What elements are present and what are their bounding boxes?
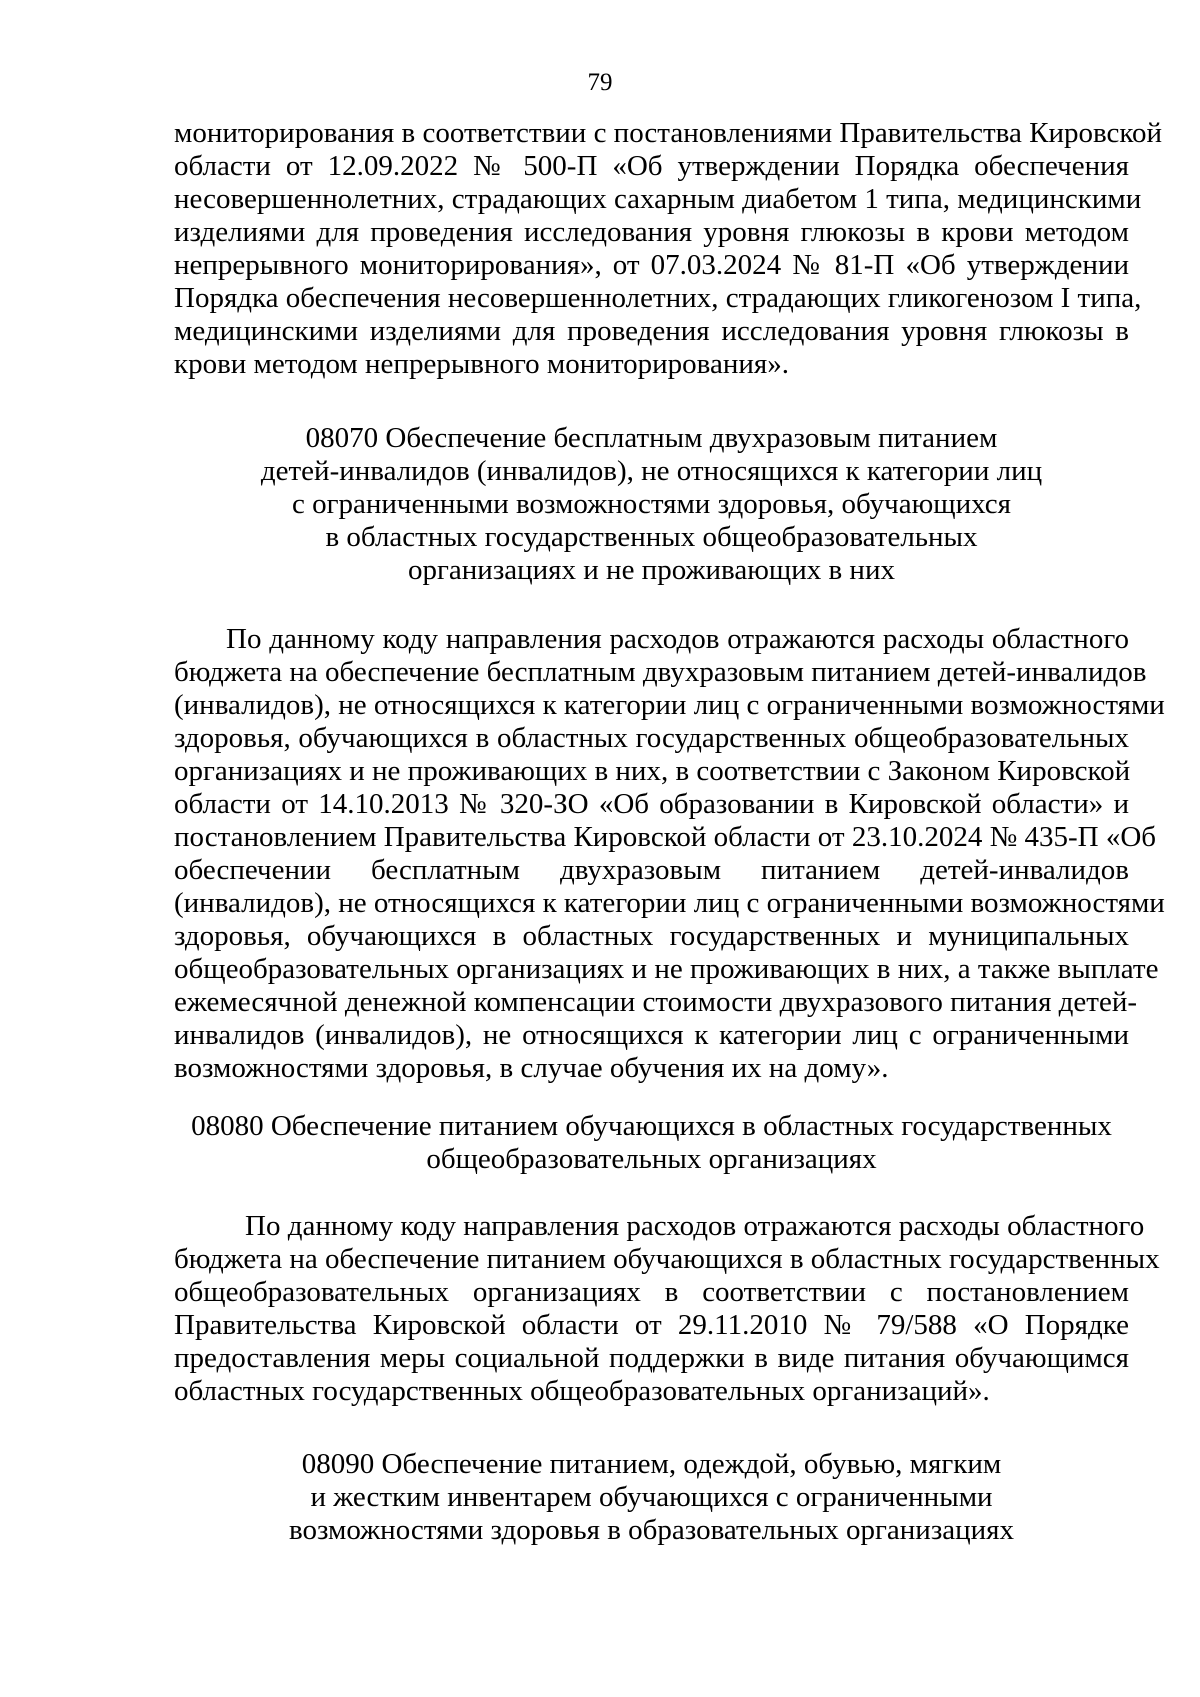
heading-line: 08090 Обеспечение питанием, одеждой, обувью, мягким (301, 1448, 1002, 1480)
text-line: общеобразовательных организациях в соответствии с постановлением (174, 1276, 1129, 1308)
text-line: здоровья, обучающихся в областных государственных общеобразовательных (174, 722, 1129, 754)
heading-line: 08080 Обеспечение питанием обучающихся в областных государственных (191, 1110, 1112, 1142)
text-line: По данному коду направления расходов отражаются расходы областного (245, 1210, 1145, 1242)
text-line: (инвалидов), не относящихся к категории лиц с ограниченными возможностями (174, 689, 1165, 721)
text-line: мониторирования в соответствии с постановлениями Правительства Кировской (174, 117, 1163, 149)
text-line: (инвалидов), не относящихся к категории лиц с ограниченными возможностями (174, 887, 1165, 919)
heading-line: 08070 Обеспечение бесплатным двухразовым питанием (305, 422, 998, 454)
text-line: ежемесячной денежной компенсации стоимости двухразового питания детей- (174, 986, 1138, 1018)
text-line: несовершеннолетних, страдающих сахарным диабетом 1 типа, медицинскими (174, 183, 1142, 215)
text-line: бюджета на обеспечение бесплатным двухразовым питанием детей-инвалидов (174, 656, 1147, 688)
heading-line: организациях и не проживающих в них (408, 554, 895, 586)
text-line: организациях и не проживающих в них, в соответствии с Законом Кировской (174, 755, 1131, 787)
text-line: области от 12.09.2022 № 500-П «Об утверждении Порядка обеспечения (174, 150, 1129, 182)
heading-line: в областных государственных общеобразовательных (325, 521, 978, 553)
text-line: возможностями здоровья, в случае обучения их на дому». (174, 1052, 889, 1084)
text-line: области от 14.10.2013 № 320-ЗО «Об образовании в Кировской области» и (174, 788, 1129, 820)
text-line: обеспечении бесплатным двухразовым питанием детей-инвалидов (174, 854, 1129, 886)
page-number: 79 (587, 69, 613, 96)
text-line: общеобразовательных организациях и не проживающих в них, а также выплате (174, 953, 1159, 985)
text-line: непрерывного мониторирования», от 07.03.2024 № 81-П «Об утверждении (174, 249, 1129, 281)
text-line: Порядка обеспечения несовершеннолетних, страдающих гликогенозом I типа, (174, 282, 1142, 314)
text-line: медицинскими изделиями для проведения исследования уровня глюкозы в (174, 315, 1129, 347)
heading-line: общеобразовательных организациях (426, 1143, 877, 1175)
text-line: изделиями для проведения исследования уровня глюкозы в крови методом (174, 216, 1129, 248)
text-line: Правительства Кировской области от 29.11.2010 № 79/588 «О Порядке (174, 1309, 1129, 1341)
heading-line: и жестким инвентарем обучающихся с ограниченными (310, 1481, 993, 1513)
text-line: инвалидов (инвалидов), не относящихся к категории лиц с ограниченными (174, 1019, 1129, 1051)
heading-line: возможностями здоровья в образовательных организациях (288, 1514, 1015, 1546)
text-line: здоровья, обучающихся в областных государственных и муниципальных (174, 920, 1129, 952)
text-line: областных государственных общеобразовательных организаций». (174, 1375, 990, 1407)
text-line: бюджета на обеспечение питанием обучающихся в областных государственных (174, 1243, 1160, 1275)
text-line: предоставления меры социальной поддержки в виде питания обучающимся (174, 1342, 1129, 1374)
heading-line: детей-инвалидов (инвалидов), не относящихся к категории лиц (260, 455, 1043, 487)
text-line: постановлением Правительства Кировской области от 23.10.2024 № 435-П «Об (174, 821, 1157, 853)
text-line: По данному коду направления расходов отражаются расходы областного (226, 623, 1129, 655)
heading-line: с ограниченными возможностями здоровья, обучающихся (291, 488, 1012, 520)
text-line: крови методом непрерывного мониторирования». (174, 348, 789, 380)
